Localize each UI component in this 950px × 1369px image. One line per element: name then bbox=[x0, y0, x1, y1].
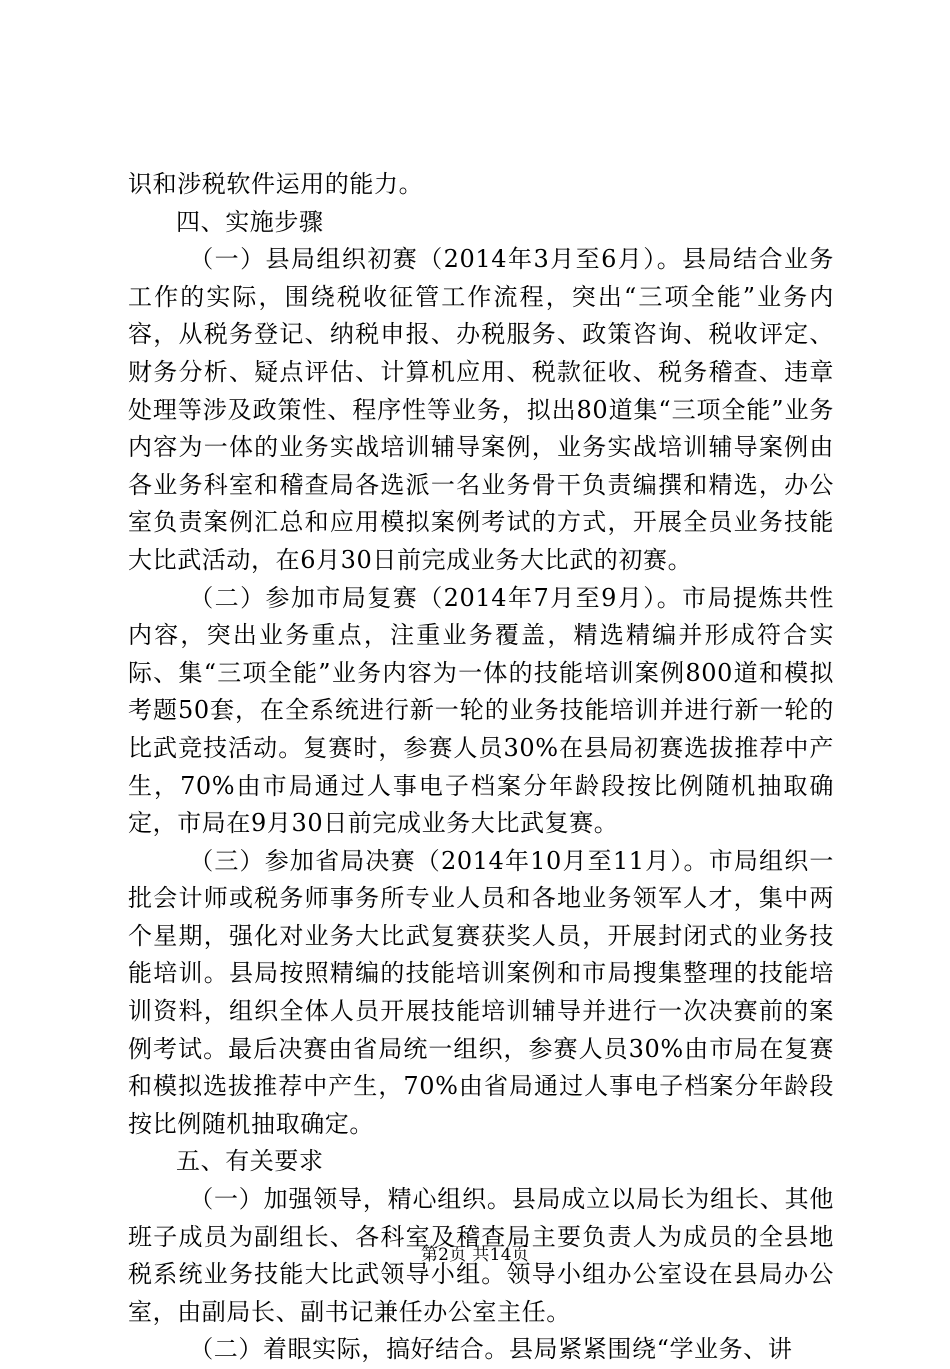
section-heading-implementation-steps: 四、实施步骤 bbox=[176, 207, 324, 236]
page-footer bbox=[0, 1244, 950, 1266]
paragraph-practical-focus: （二）着眼实际，搞好结合。县局紧紧围绕“学业务、讲 bbox=[189, 1335, 793, 1364]
paragraph-county-preliminary: （一）县局组织初赛（2014年3月至6月）。县局结合业务工作的实际，围绕税收征管工作流程，突出“三项全能”业务内容，从税务登记、纳税申报、办税服务、政策咨询、税收评定、财务分析、疑点评估、计算机应用、税款征收、税务稽查、违章处理等涉及政策性、程序性等业务，拟出80道集“三项全能”业务内容为一体的业务实战培训辅导案例，业务实战培训辅导案例由各业务科室和稽查局各选派一名业务骨干负责编撰和精选，办公室负责案例汇总和应用模拟案例考试的方式，开展全员业务技能大比武活动，在6月30日前完成业务大比武的初赛。 bbox=[128, 245, 834, 574]
section-heading-requirements: 五、有关要求 bbox=[176, 1147, 324, 1176]
paragraph-leadership: （一）加强领导，精心组织。县局成立以局长为组长、其他班子成员为副组长、各科室及稽查局主要负责人为成员的全县地税系统业务技能大比武领导小组。领导小组办公室设在县局办公室，由副局长、副书记兼任办公室主任。 bbox=[128, 1185, 834, 1326]
paragraph-province-final: （三）参加省局决赛（2014年10月至11月）。市局组织一批会计师或税务师事务所专业人员和各地业务领军人才，集中两个星期，强化对业务大比武复赛获奖人员，开展封闭式的业务技能培训。县局按照精编的技能培训案例和市局搜集整理的技能培训资料，组织全体人员开展技能培训辅导并进行一次决赛前的案例考试。最后决赛由省局统一组织，参赛人员30%由市局在复赛和模拟选拔推荐中产生，70%由省局通过人事电子档案分年龄段按比例随机抽取确定。 bbox=[128, 846, 834, 1138]
paragraph-continuation: 识和涉税软件运用的能力。 bbox=[128, 170, 424, 198]
paragraph-city-semifinal: （二）参加市局复赛（2014年7月至9月）。市局提炼共性内容，突出业务重点，注重业务覆盖，精选精编并形成符合实际、集“三项全能”业务内容为一体的技能培训案例800道和模拟考题50套，在全系统进行新一轮的业务技能培训并进行新一轮的比武竞技活动。复赛时，参赛人员30%在县局初赛选拔推荐中产生，70%由市局通过人事电子档案分年龄段按比例随机抽取确定，市局在9月30日前完成业务大比武复赛。 bbox=[128, 583, 834, 838]
document-body bbox=[128, 166, 834, 1369]
page-number: 第2页 共14页 bbox=[420, 1245, 530, 1265]
